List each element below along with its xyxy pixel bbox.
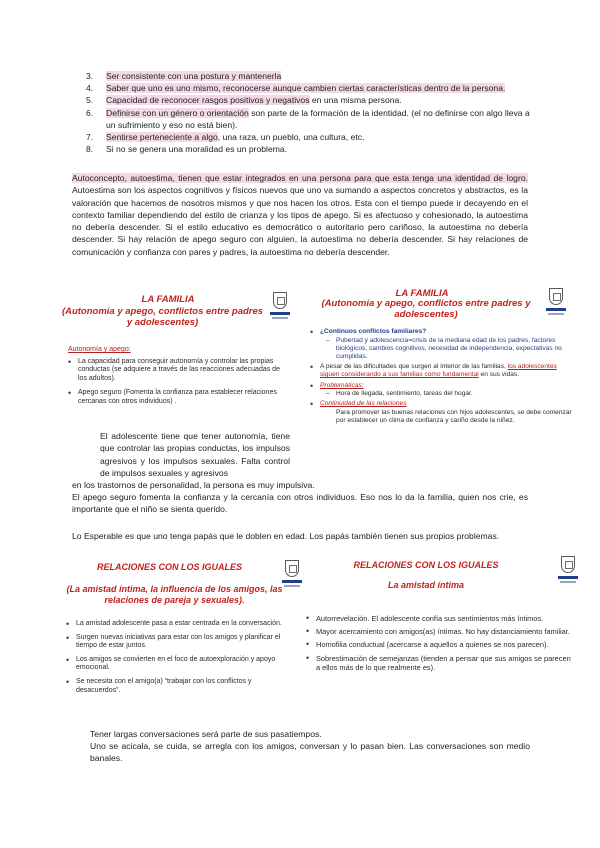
apego-paragraph: El apego seguro fomenta la confianza y la cercanía con otros individuos. Eso nos lo da la familia, quien nos crie, es importante que el niño se sienta querido. [72,492,528,515]
slide-title: LA FAMILIA [141,294,195,305]
bullet-item: • Continuidad de las relaciones [310,399,407,410]
sub-bullet: – Hora de llegada, sentimiento, tareas del hogar. [326,390,473,398]
slide-body [68,346,286,407]
bullet-item: • Apego seguro (Fomenta la confianza para establecer relaciones cercanas con otros individuos) . [68,388,277,405]
bullet-item: • Surgen nuevas iniciativas para estar con los amigos y planificar el tiempo de estar juntos. [66,632,281,650]
bullet-item: • A pesar de las dificultades que surgen al interior de las familias, los adolescentes siguen considerando a sus familias como fundamental en sus vidas. [310,362,557,379]
bullet-item: • Homofilia conductual (acercarse a aquellos a quienes se nos parecen). [306,639,549,650]
final-paragraph-1: Tener largas conversaciones será parte de sus pasatiempos. [90,729,322,739]
slide-subtitle: (Autonomía y apego, conflictos entre padres y adolescentes) [321,298,531,320]
list-text: Ser consistente con una postura y mantenerla [106,71,282,81]
adolescente-continuation: en los trastornos de personalidad, la persona es muy impulsiva. [72,480,315,490]
bullet-item: • Se necesita con el amigo(a) “trabajar con los conflictos y desacuerdos”. [66,676,252,694]
bullet-item: • Sobrestimación de semejanzas (tienden a pensar que sus amigos se parecen a ellos más de lo que realmente es). [306,652,571,672]
list-item: 5. Capacidad de reconocer rasgos positivos y negativos en una misma persona. [86,95,402,106]
list-item: 6. Definirse con un género o orientación son parte de la formación de la identidad. (el no definirse con algo lleva a un sufrimiento y eso no está bien). [86,107,530,130]
slide-subtitle: (Autonomía y apego, conflictos entre padres y adolescentes) [61,306,264,328]
bullet-item: • ¿Continuos conflictos familiares? [310,327,427,337]
slide-subtitle: (La amistad íntima, la influencia de los amigos, las relaciones de pareja y sexuales). [66,584,283,605]
bullet-item: • La amistad adolescente pasa a estar centrada en la conversación. [66,619,282,629]
sub-bullet: – Pubertad y adolescencia=crisis de la mediana edad de los padres, factores biológicos, cambios cognitivos, necesidad de independencia, expectativas no cumplidas. [326,336,562,360]
slide-familia-right [300,284,580,436]
final-paragraph-2: Uno se acicala, se cuida, se arregla con los amigos, conversan y lo pasan bien. Las conversaciones son medio banales. [90,741,530,764]
slide-subtitle: La amistad íntima [387,580,465,590]
slide-title: RELACIONES CON LOS IGUALES [96,562,242,572]
bullet-item: • Autorrevelación. El adolescente confía sus sentimientos más íntimos. [306,613,544,623]
numbered-list [86,70,532,155]
slide-heading: Autonomía y apego: [68,346,131,353]
list-text: Saber que uno es uno mismo, reconocerse aunque cambien ciertas características dentro de la persona. [106,83,506,94]
list-item: 8. Si no se genera una moralidad es un problema. [86,144,288,155]
slide-body [66,620,294,695]
slide-body [306,614,576,672]
slide-body [310,328,572,425]
list-item: 3. Ser consistente con una postura y mantenerla [86,71,282,81]
bullet-item: • Mayor acercamiento con amigos(as) íntimas. No hay distanciamiento familiar. [306,626,570,637]
bullet-item: • Problemáticas: [310,380,364,391]
slide-familia-left [61,290,290,430]
esperable-paragraph: Lo Esperable es que uno tenga papás que le doblen en edad. Los papás también tienen sus propios problemas. [72,531,500,541]
university-logo [282,560,302,590]
slide-title: RELACIONES CON LOS IGUALES [353,560,499,570]
slide-title: LA FAMILIA [395,288,449,299]
bullet-item: • La capacidad para conseguir autonomía y controlar las propias conductas (se adquiere a través de las reacciones adecuadas de los adultos). [68,356,280,382]
autoestima-paragraph: Autoconcepto, autoestima, tienen que estar integrados en una persona para que esta tenga una identidad de logro. Autoestima son los aspectos cognitivos y físicos nuevos que uno va sumando a aspectos concretos y abstractos, es la valoración que hacemos de nosotros mismos y que nos hacen los otros. Esta con el tiempo puede ir decayendo en el contexto familiar dependiendo del estilo de crianza y los tipos de apego. Si es afectuoso y cohesionado, la autoestima no debería descender. Si el estilo educativo es democrático o autoritario pero cariñoso, la autoestima no debería descender. Si hay relación de apego seguro con alguien, la autoestima no debería descender. Si hay relaciones de comunicación y confianza con pares y padres, la autoestima no debería descender. [72,173,528,257]
list-item: 7. Sentirse perteneciente a algo, una raza, un pueblo, una cultura, etc. [86,132,365,143]
university-logo [558,556,578,586]
bullet-item: • Los amigos se convierten en el foco de autoexploración y apoyo emocional. [66,654,276,672]
university-logo [270,292,290,322]
slide-iguales-left [62,556,302,716]
sub-bullet: Para promover las buenas relaciones con hijos adolescentes, se debe comenzar por establecer un clima de confianza y cariño desde la niñez. [336,409,572,425]
university-logo [546,288,566,318]
list-item: 4. Saber que uno es uno mismo, reconocerse aunque cambien ciertas características dentro de la persona. [86,83,506,94]
slide-iguales-right [300,552,584,722]
adolescente-paragraph: El adolescente tiene que tener autonomía, tiene que controlar las propias conductas, los impulsos agresivos y los impulsos sexuales. Falta control de impulsos sexuales y agresivos [100,431,290,478]
